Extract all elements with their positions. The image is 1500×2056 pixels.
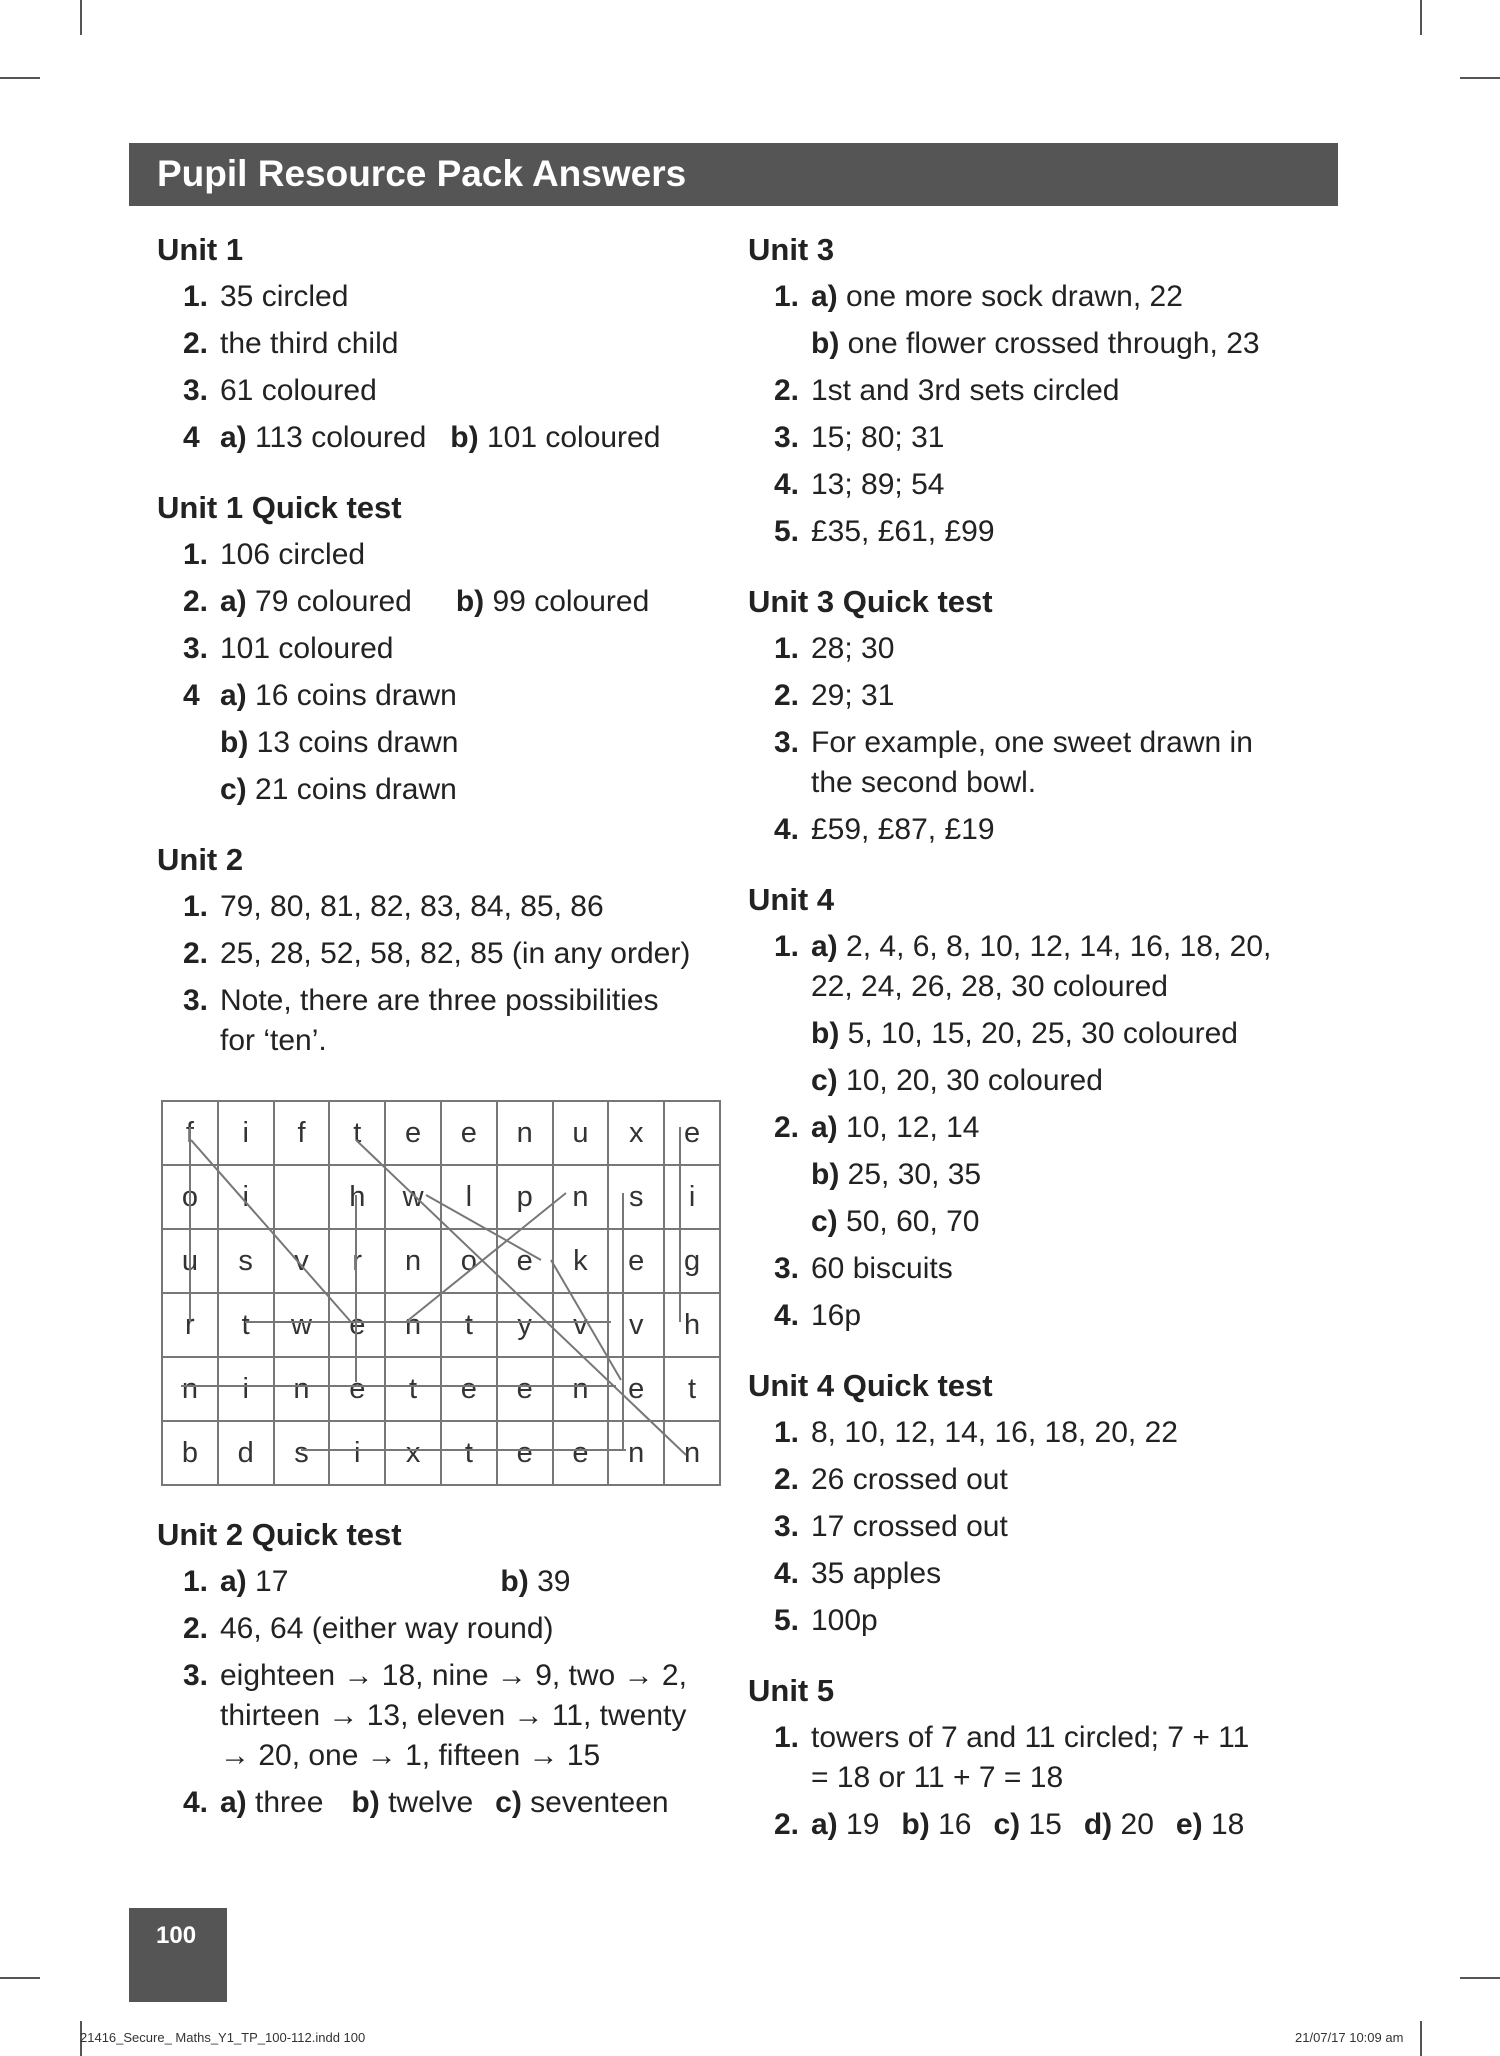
answer-item: [157, 981, 727, 1061]
answer-text: 16: [938, 1808, 972, 1841]
item-number: 4.: [774, 813, 800, 846]
word-search-cell: i: [218, 1357, 274, 1421]
answer-item: [748, 1718, 1348, 1798]
word-search-cell: e: [608, 1229, 664, 1293]
word-search-cell: e: [329, 1293, 385, 1357]
answer-item: [748, 629, 1348, 669]
answer-text: one more sock drawn, 22: [846, 280, 1183, 313]
section-title: Unit 3 Quick test: [748, 584, 993, 619]
answer-text: £35, £61, £99: [811, 515, 995, 548]
left-column-lower: [157, 1515, 727, 1853]
header-banner: [129, 143, 1338, 206]
answer-text: 20: [1120, 1808, 1154, 1841]
answer-text: For example, one sweet drawn in: [811, 726, 1253, 759]
part-marker: b): [450, 421, 479, 454]
answer-text: → 20, one → 1, fifteen → 15: [220, 1739, 601, 1772]
answer-text: 17: [255, 1565, 289, 1598]
part-marker: c): [220, 773, 247, 806]
answer-text: 2, 4, 6, 8, 10, 12, 14, 16, 18, 20,: [846, 930, 1272, 963]
part-marker: a): [220, 679, 247, 712]
item-number: 3.: [774, 1510, 800, 1543]
right-column: [748, 230, 1348, 1875]
answer-text: eighteen → 18, nine → 9, two → 2,: [220, 1659, 687, 1692]
part-marker: c): [495, 1786, 522, 1819]
item-number: 1.: [183, 1565, 209, 1598]
crop-mark: [0, 1977, 40, 1979]
part-marker: b): [220, 726, 249, 759]
section-unit-3-quick-test: [748, 582, 1348, 850]
crop-mark: [1420, 0, 1422, 35]
word-search-cell: f: [274, 1101, 330, 1165]
answer-item: [157, 535, 727, 575]
word-search-cell: v: [608, 1293, 664, 1357]
word-search-cell: n: [497, 1101, 553, 1165]
answer-item: [748, 1108, 1348, 1148]
word-search-cell: d: [218, 1421, 274, 1485]
item-number: 3.: [183, 984, 209, 1017]
word-search-cell: b: [162, 1421, 218, 1485]
word-search-cell: e: [497, 1357, 553, 1421]
word-search-cell: e: [497, 1421, 553, 1485]
word-search-cell: t: [218, 1293, 274, 1357]
answer-item: [748, 676, 1348, 716]
item-number: 1.: [183, 538, 209, 571]
item-number: 1.: [183, 280, 209, 313]
answer-item: [748, 418, 1348, 458]
word-search-cell: n: [664, 1421, 720, 1485]
answer-item: [748, 324, 1348, 364]
answer-text: 61 coloured: [220, 374, 377, 407]
section-unit-5: [748, 1671, 1348, 1845]
answer-text: £59, £87, £19: [811, 813, 995, 846]
word-search-cell: t: [441, 1293, 497, 1357]
item-number: 5.: [774, 515, 800, 548]
word-search-cell: e: [553, 1421, 609, 1485]
page-number-box: [129, 1908, 227, 2002]
answer-text: seventeen: [530, 1786, 669, 1819]
answer-item: [748, 1061, 1348, 1101]
answer-text: one flower crossed through, 23: [847, 327, 1260, 360]
answer-item: [748, 1249, 1348, 1289]
item-number: 1.: [774, 280, 800, 313]
word-search-cell: f: [162, 1101, 218, 1165]
item-number: 1.: [183, 890, 209, 923]
word-search-cell: s: [608, 1165, 664, 1229]
section-title: Unit 1: [157, 232, 244, 267]
answer-item: [748, 1014, 1348, 1054]
answer-text: 28; 30: [811, 632, 895, 665]
answer-item: [748, 277, 1348, 317]
item-number: 2.: [183, 1612, 209, 1645]
answer-text: 25, 30, 35: [847, 1158, 982, 1191]
answer-text: three: [255, 1786, 324, 1819]
word-search-cell: n: [553, 1357, 609, 1421]
answer-item: [157, 1609, 727, 1649]
answer-text: twelve: [388, 1786, 474, 1819]
item-number: 4: [183, 421, 200, 454]
item-number: 3.: [183, 632, 209, 665]
word-search-cell: e: [664, 1101, 720, 1165]
word-search-cell: h: [329, 1165, 385, 1229]
section-title: Unit 2: [157, 842, 244, 877]
answer-item: [748, 371, 1348, 411]
word-search-cell: r: [162, 1293, 218, 1357]
answer-text: 13 coins drawn: [256, 726, 459, 759]
left-column: [157, 230, 727, 1091]
section-unit-2-quick-test: [157, 1515, 727, 1823]
answer-text: 79, 80, 81, 82, 83, 84, 85, 86: [220, 890, 604, 923]
answer-item: [157, 1783, 727, 1823]
section-unit-4: [748, 880, 1348, 1336]
part-marker: a): [220, 421, 247, 454]
section-unit-1: [157, 230, 727, 458]
word-search-cell: u: [553, 1101, 609, 1165]
crop-mark: [80, 0, 82, 35]
answer-text: 18: [1210, 1808, 1245, 1841]
word-search-cell: s: [274, 1421, 330, 1485]
word-search-cell: i: [218, 1101, 274, 1165]
answer-text: 100p: [811, 1604, 878, 1637]
answer-item: [748, 1413, 1348, 1453]
answer-item: [157, 418, 727, 458]
part-marker: a): [220, 1565, 247, 1598]
part-marker: a): [811, 930, 838, 963]
answer-text: 16p: [811, 1299, 862, 1332]
item-number: 3.: [183, 1659, 209, 1692]
word-search-cell: e: [441, 1101, 497, 1165]
section-title: Unit 3: [748, 232, 835, 267]
item-number: 3.: [774, 726, 800, 759]
item-number: 1.: [774, 632, 800, 665]
crop-mark: [1420, 2021, 1422, 2056]
answer-text: 113 coloured: [255, 421, 427, 454]
answer-item: [157, 1656, 727, 1776]
word-search-cell: e: [497, 1229, 553, 1293]
answer-text: 29; 31: [811, 679, 895, 712]
part-marker: c): [993, 1808, 1021, 1841]
section-title: Unit 5: [748, 1673, 835, 1708]
page-title: Pupil Resource Pack Answers: [157, 153, 687, 194]
answer-item: [748, 512, 1348, 552]
part-marker: a): [220, 585, 247, 618]
answer-item: [157, 371, 727, 411]
word-search-cell: y: [497, 1293, 553, 1357]
word-search-cell: o: [441, 1229, 497, 1293]
answer-text: the second bowl.: [811, 766, 1037, 799]
answer-text: 5, 10, 15, 20, 25, 30 coloured: [847, 1017, 1238, 1050]
answer-text: 16 coins drawn: [255, 679, 457, 712]
answer-text: 50, 60, 70: [846, 1205, 980, 1238]
part-marker: b): [455, 585, 485, 618]
answer-item: [157, 934, 727, 974]
word-search: [161, 1100, 721, 1487]
section-unit-1-quick-test: [157, 488, 727, 810]
answer-item: [748, 1805, 1348, 1845]
answer-item: [157, 723, 727, 763]
answer-item: [157, 676, 727, 716]
part-marker: b): [811, 1017, 840, 1050]
word-search-cell: v: [553, 1293, 609, 1357]
answer-item: [157, 277, 727, 317]
answer-text: 60 biscuits: [811, 1252, 953, 1285]
part-marker: b): [351, 1786, 380, 1819]
item-number: 3.: [774, 1252, 800, 1285]
file-slug: 21416_Secure_ Maths_Y1_TP_100-112.indd 100: [80, 2030, 366, 2045]
word-search-cell: n: [274, 1357, 330, 1421]
part-marker: a): [811, 280, 838, 313]
answer-text: for ‘ten’.: [220, 1024, 327, 1057]
item-number: 4.: [774, 468, 800, 501]
item-number: 3.: [774, 421, 800, 454]
section-unit-4-quick-test: [748, 1366, 1348, 1641]
answer-item: [748, 1202, 1348, 1242]
word-search-cell: x: [385, 1421, 441, 1485]
word-search-cell: n: [553, 1165, 609, 1229]
answer-text: = 18 or 11 + 7 = 18: [811, 1761, 1064, 1794]
answer-text: the third child: [220, 327, 399, 360]
answer-item: [157, 629, 727, 669]
section-title: Unit 4 Quick test: [748, 1368, 993, 1403]
item-number: 2.: [183, 585, 209, 618]
answer-item: [748, 810, 1348, 850]
date-slug: 21/07/17 10:09 am: [1295, 2030, 1404, 2045]
item-number: 1.: [774, 1416, 800, 1449]
word-search-cell: e: [329, 1357, 385, 1421]
section-title: Unit 1 Quick test: [157, 490, 402, 525]
answer-text: 15; 80; 31: [811, 421, 945, 454]
answer-text: 21 coins drawn: [255, 773, 457, 806]
word-search-cell: v: [274, 1229, 330, 1293]
item-number: 1.: [774, 1721, 800, 1754]
answer-text: 10, 12, 14: [846, 1111, 980, 1144]
part-marker: b): [811, 327, 840, 360]
part-marker: b): [901, 1808, 930, 1841]
word-search-cell: w: [385, 1165, 441, 1229]
item-number: 2.: [183, 327, 209, 360]
answer-text: Note, there are three possibilities: [220, 984, 659, 1017]
item-number: 2.: [774, 679, 800, 712]
answer-text: 1st and 3rd sets circled: [811, 374, 1120, 407]
item-number: 2.: [774, 1111, 800, 1144]
answer-item: [748, 1155, 1348, 1195]
answer-item: [748, 465, 1348, 505]
answer-item: [748, 1601, 1348, 1641]
answer-item: [748, 1554, 1348, 1594]
word-search-cell: n: [385, 1229, 441, 1293]
item-number: 2.: [774, 1808, 800, 1841]
part-marker: d): [1083, 1808, 1113, 1841]
crop-mark: [0, 77, 40, 79]
word-search-cell: i: [218, 1165, 274, 1229]
word-search-cell: t: [329, 1101, 385, 1165]
answer-item: [157, 324, 727, 364]
answer-text: 35 circled: [220, 280, 349, 313]
part-marker: b): [500, 1565, 529, 1598]
word-search-cell: r: [329, 1229, 385, 1293]
answer-item: [748, 1460, 1348, 1500]
word-search-cell: e: [441, 1357, 497, 1421]
word-search-answer-lines: [161, 1100, 721, 1487]
answer-item: [748, 723, 1348, 803]
item-number: 2.: [183, 937, 209, 970]
answer-text: 106 circled: [220, 538, 366, 571]
answer-item: [748, 1296, 1348, 1336]
page-number: 100: [156, 1922, 197, 1949]
part-marker: a): [220, 1786, 247, 1819]
item-number: 4.: [774, 1557, 800, 1590]
answer-text: 101 coloured: [220, 632, 394, 665]
part-marker: b): [811, 1158, 840, 1191]
word-search-cell: h: [664, 1293, 720, 1357]
part-marker: a): [811, 1111, 838, 1144]
answer-text: 25, 28, 52, 58, 82, 85 (in any order): [220, 937, 691, 970]
word-search-cell: p: [497, 1165, 553, 1229]
answer-item: [748, 927, 1348, 1007]
answer-text: 10, 20, 30 coloured: [846, 1064, 1103, 1097]
word-search-cell: l: [441, 1165, 497, 1229]
answer-text: 8, 10, 12, 14, 16, 18, 20, 22: [811, 1416, 1178, 1449]
word-search-cell: u: [162, 1229, 218, 1293]
answer-item: [157, 887, 727, 927]
answer-item: [157, 582, 727, 622]
item-number: 1.: [774, 930, 800, 963]
item-number: 4.: [774, 1299, 800, 1332]
item-number: 2.: [774, 374, 800, 407]
item-number: 4: [183, 679, 200, 712]
part-marker: c): [811, 1064, 838, 1097]
word-search-cell: g: [664, 1229, 720, 1293]
word-search-cell: n: [608, 1421, 664, 1485]
answer-text: 26 crossed out: [811, 1463, 1008, 1496]
crop-mark: [1460, 1977, 1500, 1979]
answer-text: thirteen → 13, eleven → 11, twenty: [220, 1699, 687, 1732]
part-marker: e): [1175, 1808, 1203, 1841]
section-title: Unit 2 Quick test: [157, 1517, 402, 1552]
answer-text: 79 coloured: [255, 585, 412, 618]
answer-text: 101 coloured: [486, 421, 661, 454]
word-search-cell: t: [664, 1357, 720, 1421]
answer-text: towers of 7 and 11 circled; 7 + 11: [811, 1721, 1250, 1754]
word-search-cell: x: [608, 1101, 664, 1165]
answer-item: [157, 1562, 727, 1602]
word-search-cell: o: [162, 1165, 218, 1229]
answer-text: 13; 89; 54: [811, 468, 945, 501]
answer-text: 22, 24, 26, 28, 30 coloured: [811, 970, 1168, 1003]
answer-item: [157, 770, 727, 810]
item-number: 5.: [774, 1604, 800, 1637]
answer-text: 46, 64 (either way round): [220, 1612, 554, 1645]
section-unit-3: [748, 230, 1348, 552]
answer-text: 99 coloured: [492, 585, 650, 618]
word-search-cell: n: [385, 1293, 441, 1357]
section-title: Unit 4: [748, 882, 835, 917]
word-search-cell: i: [664, 1165, 720, 1229]
item-number: 3.: [183, 374, 209, 407]
section-unit-2: [157, 840, 727, 1061]
word-search-cell: e: [608, 1357, 664, 1421]
word-search-cell: w: [274, 1293, 330, 1357]
answer-text: 19: [846, 1808, 880, 1841]
crop-mark: [1460, 77, 1500, 79]
item-number: 4.: [183, 1786, 209, 1819]
word-search-cell: s: [218, 1229, 274, 1293]
word-search-cell: t: [441, 1421, 497, 1485]
part-marker: a): [811, 1808, 838, 1841]
word-search-cell: k: [553, 1229, 609, 1293]
word-search-cell: i: [329, 1421, 385, 1485]
part-marker: c): [811, 1205, 838, 1238]
answer-item: [748, 1507, 1348, 1547]
answer-text: 35 apples: [811, 1557, 942, 1590]
answer-text: 15: [1028, 1808, 1062, 1841]
word-search-cell: e: [385, 1101, 441, 1165]
answer-text: 39: [537, 1565, 571, 1598]
word-search-cell: t: [385, 1357, 441, 1421]
word-search-cell: n: [162, 1357, 218, 1421]
answer-text: 17 crossed out: [811, 1510, 1008, 1543]
item-number: 2.: [774, 1463, 800, 1496]
